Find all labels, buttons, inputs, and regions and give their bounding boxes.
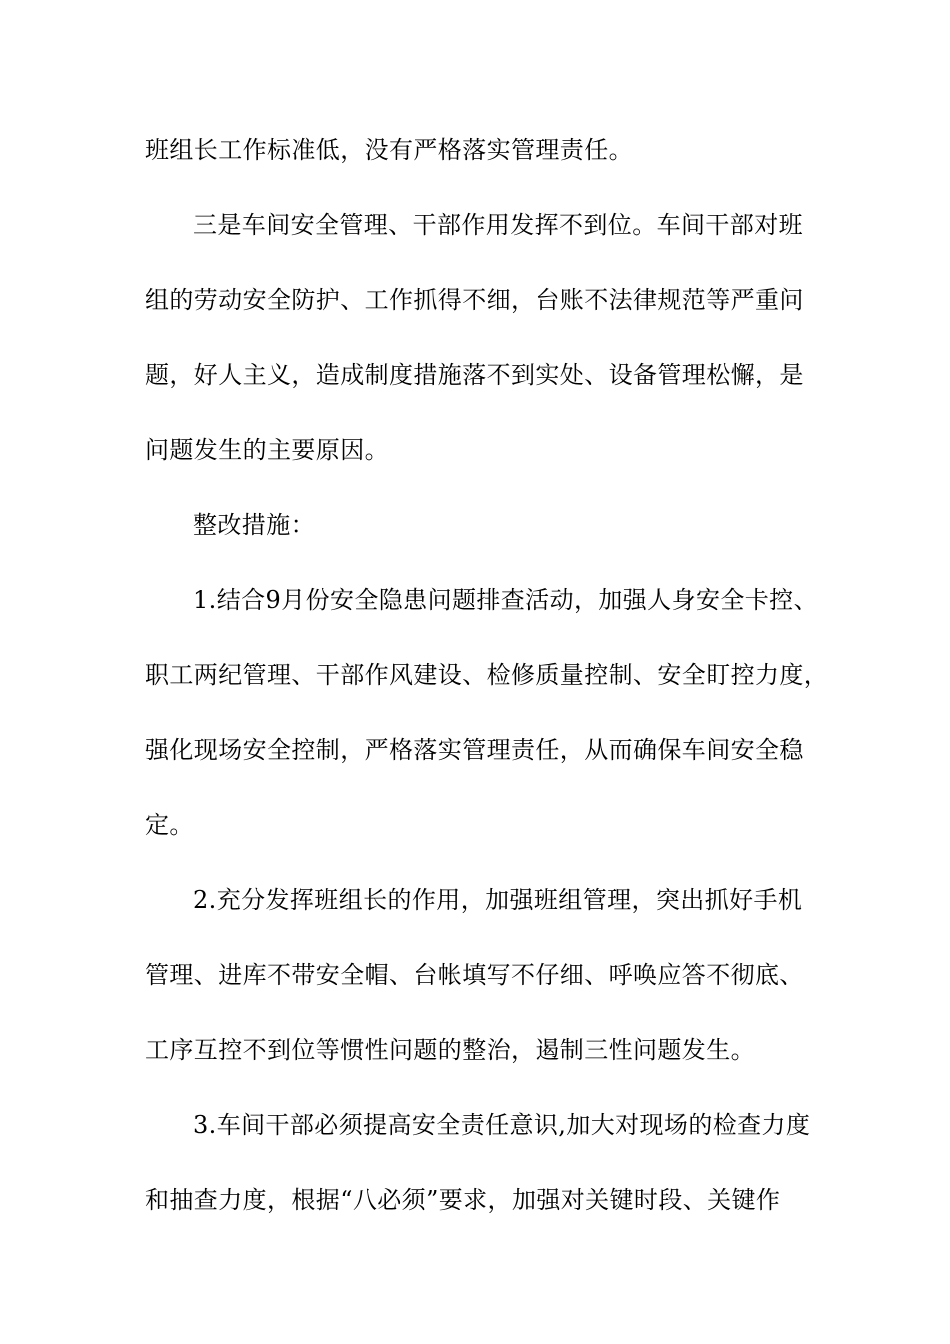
list-item-start-line: 3.车间干部必须提高安全责任意识,加大对现场的检查力度 <box>193 1111 811 1139</box>
text-line: 问题发生的主要原因。 <box>145 436 389 464</box>
text-line: 管理、进库不带安全帽、台帐填写不仔细、呼唤应答不彻底、 <box>145 961 804 989</box>
text-line: 职工两纪管理、干部作风建设、检修质量控制、安全盯控力度， <box>145 661 829 689</box>
text-line: 题，好人主义，造成制度措施落不到实处、设备管理松懈，是 <box>145 361 804 389</box>
section-heading: 整改措施： <box>193 511 315 539</box>
text-line: 工序互控不到位等惯性问题的整治，遏制三性问题发生。 <box>145 1036 755 1064</box>
list-item-start-line: 2.充分发挥班组长的作用，加强班组管理，突出抓好手机 <box>193 886 803 914</box>
text-line: 强化现场安全控制，严格落实管理责任，从而确保车间安全稳 <box>145 736 804 764</box>
text-line: 和抽查力度，根据“八必须”要求，加强对关键时段、关键作 <box>145 1186 781 1214</box>
text-line: 组的劳动安全防护、工作抓得不细，台账不法律规范等严重问 <box>145 286 804 314</box>
paragraph-start-line: 三是车间安全管理、干部作用发挥不到位。车间干部对班 <box>193 211 803 239</box>
text-line: 定。 <box>145 811 194 839</box>
text-line: 班组长工作标准低，没有严格落实管理责任。 <box>145 136 633 164</box>
list-item-start-line: 1.结合9月份安全隐患问题排查活动，加强人身安全卡控、 <box>193 586 818 614</box>
